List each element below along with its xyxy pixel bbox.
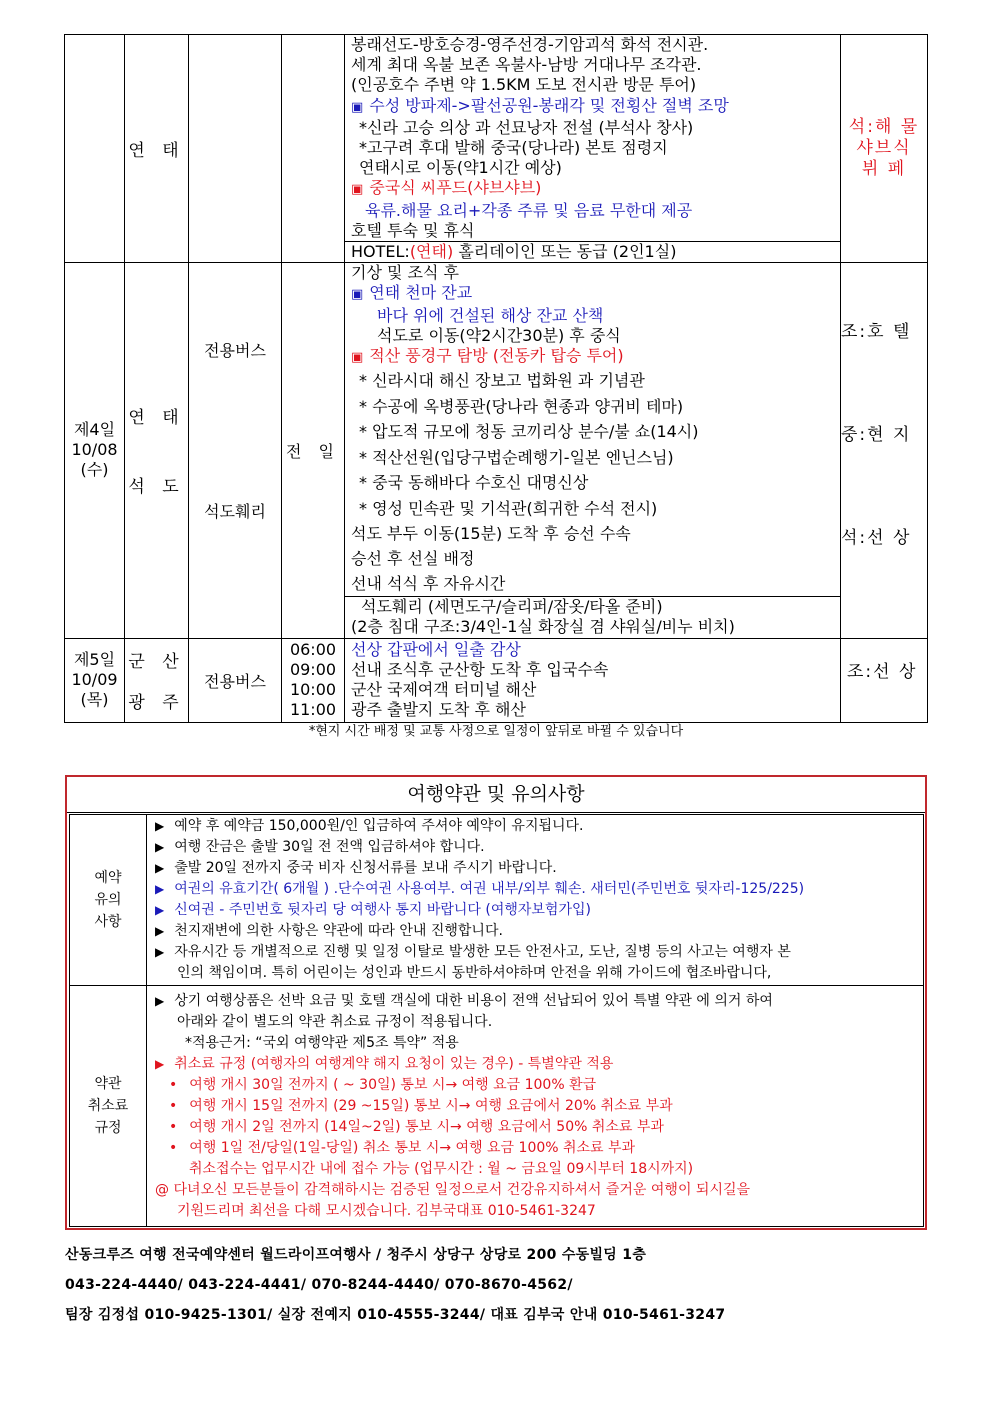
time-cell <box>282 638 345 722</box>
square-bullet-icon: ▣ <box>351 182 364 198</box>
schedule-line: 호텔 투숙 및 휴식 <box>351 220 475 240</box>
day-weekday: (수) <box>80 460 109 480</box>
schedule-line: *신라 고승 의상 과 선묘낭자 전설 (부석사 창사) <box>359 117 694 137</box>
cancel-rule <box>155 1117 919 1138</box>
day-date: 10/09 <box>71 670 118 690</box>
label-line: 취소료 <box>87 1098 129 1114</box>
arrow-icon: ▶ <box>155 840 165 854</box>
reservation-notes <box>155 816 919 963</box>
meal-line: 샤브식 <box>856 138 912 159</box>
note-text: 출발 20일 전까지 중국 비자 신청서류를 보내 주시기 바랍니다. <box>174 860 557 876</box>
itinerary-table <box>64 34 928 723</box>
arrow-icon: ▶ <box>155 861 165 875</box>
meal-cell <box>841 638 928 722</box>
schedule-line: 봉래선도-방호승경-영주선경-기암괴석 화석 전시관. <box>351 35 709 54</box>
meal-line: 석:해 물 <box>848 117 920 138</box>
transport-cell <box>189 35 282 263</box>
cancel-basis: *적용근거: “국외 여행약관 제5조 특약” 적용 <box>185 1034 459 1051</box>
day-weekday: (목) <box>80 690 109 710</box>
note-text: 여권의 유효기간( 6개월 ) .단수여권 사용여부. 여권 내부/외부 훼손. 새터민(주민번호 뒷자리-125/225) <box>174 881 805 897</box>
note-text: 여행 잔금은 출발 30일 전 전액 입금하셔야 합니다. <box>174 839 485 855</box>
bullet-icon: • <box>169 1076 178 1093</box>
schedule-line: 선내 조식후 군산항 도착 후 입국수속 <box>351 659 609 679</box>
cancel-text: 아래와 같이 별도의 약관 취소료 규정이 적용됩니다. <box>177 1013 493 1030</box>
meal-line: 뷔 페 <box>861 159 907 180</box>
day-number: 제5일 <box>73 650 116 670</box>
section-body <box>147 815 924 986</box>
terms-section-cancellation <box>70 986 924 1227</box>
note-line <box>155 858 919 879</box>
label-line: 약관 <box>94 1076 122 1092</box>
attraction-item: * 영성 민속관 및 기석관(희귀한 수석 전시) <box>359 498 658 518</box>
note-line <box>155 879 919 900</box>
time-cell <box>282 35 345 263</box>
schedule-line: 연태시로 이동(약1시간 예상) <box>359 158 562 178</box>
time-cell: 전 일 <box>282 263 345 638</box>
schedule-line: (인공호수 주변 약 1.5KM 도보 전시관 방문 투어) <box>351 75 697 95</box>
note-text: 자유시간 등 개별적으로 진행 및 일정 이탈로 발생한 모든 안전사고, 도난, 질병 등의 사고는 여행자 본 <box>174 944 791 960</box>
schedule-cell <box>345 35 841 263</box>
arrow-icon: ▶ <box>155 882 165 896</box>
label-line: 규정 <box>94 1120 122 1136</box>
time-value: 06:00 <box>289 640 337 660</box>
footer <box>65 1240 725 1330</box>
terms-table <box>69 814 924 1227</box>
footer-phones: 043-224-4440/ 043-224-4441/ 070-8244-4440/ 070-8670-4562/ <box>65 1277 573 1293</box>
cancel-text: 상기 여행상품은 선박 요금 및 호텔 객실에 대한 비용이 전액 선납되어 있어 특별 약관 에 의거 하여 <box>174 992 773 1009</box>
transport-cell <box>189 263 282 638</box>
schedule-text: 적산 풍경구 탐방 (전동카 탑승 투어) <box>369 346 624 366</box>
time-value: 09:00 <box>289 660 337 680</box>
schedule-text: 연태 천마 잔교 <box>369 283 473 303</box>
day-cell <box>65 35 125 263</box>
meal-lunch: 중:현 지 <box>841 424 912 445</box>
schedule-lines <box>351 35 840 241</box>
day-number: 제4일 <box>73 420 116 440</box>
hotel-name: 홀리데이인 또는 동급 (2인1실) <box>458 242 677 262</box>
meal-cell <box>841 35 928 263</box>
day-date: 10/08 <box>71 440 118 460</box>
time-value: 11:00 <box>289 700 337 720</box>
note-line <box>155 837 919 858</box>
day-cell <box>65 638 125 722</box>
cancel-rule-text: 여행 1일 전/당일(1일-당일) 취소 통보 시→ 여행 요금 100% 취소료 부과 <box>189 1139 636 1156</box>
schedule-line: 승선 후 선실 배정 <box>351 549 475 569</box>
cancel-rule <box>155 1138 919 1159</box>
note-line-cont: 인의 책임이며. 특히 어린이는 성인과 반드시 동반하셔야하며 안전을 위해 가이드에 협조바랍니다, <box>177 965 772 981</box>
bullet-icon: • <box>169 1097 178 1114</box>
schedule-text: 중국식 씨푸드(샤브샤브) <box>369 178 542 198</box>
section-body <box>147 986 924 1227</box>
note-line <box>155 900 919 921</box>
schedule-cell <box>345 638 841 722</box>
bullet-icon: • <box>169 1118 178 1135</box>
note-text: 천지재변에 의한 사항은 약관에 따라 안내 진행합니다. <box>174 923 503 939</box>
note-text: 신여권 - 주민번호 뒷자리 당 여행사 통지 바랍니다 (여행자보험가입) <box>174 902 591 918</box>
transport-cell: 전용버스 <box>189 638 282 722</box>
schedule-line <box>351 346 840 368</box>
square-bullet-icon: ▣ <box>351 99 364 115</box>
attraction-item: * 중국 동해바다 수호신 대명신상 <box>359 473 589 493</box>
schedule-line: 선상 갑판에서 일출 감상 <box>351 639 521 659</box>
arrow-icon: ▶ <box>155 993 165 1008</box>
footer-contacts: 팀장 김정섭 010-9425-1301/ 실장 전예지 010-4555-3244/ 대표 김부국 안내 010-5461-3247 <box>65 1307 726 1323</box>
meal-breakfast: 조:호 텔 <box>841 321 912 342</box>
schedule-line <box>351 283 840 305</box>
schedule-line: 육류.해물 요리+각종 주류 및 음료 무한대 제공 <box>365 200 693 220</box>
label-line: 사항 <box>94 914 122 930</box>
arrow-icon: ▶ <box>155 903 165 917</box>
note-line <box>155 816 919 837</box>
schedule-lines-after <box>351 521 840 596</box>
city-cell <box>125 638 189 722</box>
transport-bus: 전용버스 <box>204 341 266 361</box>
cancel-rules <box>155 1075 919 1159</box>
terms-title: 여행약관 및 유의사항 <box>67 777 925 813</box>
square-bullet-icon: ▣ <box>351 350 364 366</box>
schedule-line: 군산 국제여객 터미널 해산 <box>351 680 537 700</box>
cancel-rule-text: 여행 개시 30일 전까지 ( ~ 30일) 통보 시→ 여행 요금 100% 환급 <box>189 1076 597 1093</box>
closing-line: 기원드리며 최선을 다해 모시겠습니다. 김부국대표 010-5461-3247 <box>177 1202 596 1219</box>
hotel-prefix: HOTEL: <box>351 242 410 262</box>
meal-dinner <box>841 117 927 180</box>
arrow-icon: ▶ <box>155 1056 165 1071</box>
label-line: 예약 <box>94 870 122 886</box>
cancel-rule-text: 여행 개시 2일 전까지 (14일~2일) 통보 시→ 여행 요금에서 50% 취소료 부과 <box>189 1118 664 1135</box>
label-line: 유의 <box>94 892 122 908</box>
schedule-line: 석도 부두 이동(15분) 도착 후 승선 수속 <box>351 524 631 544</box>
attraction-item: * 수공에 옥병풍관(당나라 현종과 양귀비 테마) <box>359 396 684 416</box>
bullet-icon: • <box>169 1139 178 1156</box>
cancel-line <box>155 991 919 1012</box>
schedule-text: 수성 방파제->팔선공원-봉래각 및 전횡산 절벽 조망 <box>369 95 729 115</box>
itinerary-row-day3-cont <box>65 35 928 263</box>
hotel-city: (연태) <box>409 242 454 262</box>
cancel-rule-text: 여행 개시 15일 전까지 (29 ~15일) 통보 시→ 여행 요금에서 20% 취소료 부과 <box>189 1097 673 1114</box>
ship-line: (2층 침대 구조:3/4인-1실 화장실 겸 샤워실/비누 비치) <box>351 617 735 637</box>
note-line <box>155 921 919 942</box>
meal-breakfast: 조:선 상 <box>847 661 918 682</box>
arrow-icon: ▶ <box>155 945 165 959</box>
itinerary-row-day4 <box>65 263 928 638</box>
schedule-line: 선내 석식 후 자유시간 <box>351 574 506 594</box>
city-cell <box>125 263 189 638</box>
attraction-item: * 신라시대 해신 장보고 법화원 과 기념관 <box>359 371 645 391</box>
cancel-rule-title: 취소료 규정 (여행자의 여행계약 해지 요청이 있는 경우) - 특별약관 적용 <box>174 1055 614 1072</box>
attraction-item: * 압도적 규모에 청동 코끼리상 분수/불 쇼(14시) <box>359 422 699 442</box>
closing-line: @ 다녀오신 모든분들이 감격해하시는 검증된 일정으로서 건강유지하셔서 즐거운 여행이 되시길을 <box>155 1181 751 1198</box>
city-name: 연 태 <box>128 408 185 429</box>
arrow-icon: ▶ <box>155 924 165 938</box>
cancel-rule-head <box>155 1054 919 1075</box>
ship-line: 석도훼리 (세면도구/슬리퍼/잠옷/타올 준비) <box>361 597 663 617</box>
terms-section-reservation <box>70 815 924 986</box>
day-cell <box>65 263 125 638</box>
schedule-line: 석도로 이동(약2시간30분) 후 중식 <box>377 325 621 345</box>
city-cell: 연 태 <box>125 35 189 263</box>
terms-box <box>65 775 927 1230</box>
cancel-rule <box>155 1075 919 1096</box>
itinerary-row-day5 <box>65 638 928 722</box>
footer-address: 산동크루즈 여행 전국예약센터 월드라이프여행사 / 청주시 상당구 상당로 200 수동빌딩 1층 <box>65 1247 647 1263</box>
schedule-line: 기상 및 조식 후 <box>351 263 459 283</box>
schedule-line: 세계 최대 옥불 보존 옥불사-남방 거대나무 조각관. <box>351 55 702 75</box>
section-label <box>70 815 147 986</box>
itinerary-note: *현지 시간 배정 및 교통 사정으로 일정이 앞뒤로 바뀔 수 있습니다 <box>308 724 684 739</box>
city-name: 군 산 <box>128 652 185 673</box>
schedule-line: 광주 출발지 도착 후 해산 <box>351 700 526 720</box>
ship-info <box>345 596 840 637</box>
transport-ferry: 석도훼리 <box>204 502 266 522</box>
meal-cell <box>841 263 928 638</box>
city-name: 광 주 <box>128 693 185 714</box>
square-bullet-icon: ▣ <box>351 287 364 303</box>
schedule-lines <box>351 263 840 368</box>
schedule-line: *고구려 후대 발해 중국(당나라) 본토 점령지 <box>359 138 668 158</box>
schedule-cell <box>345 263 841 638</box>
city-name: 석 도 <box>128 477 185 498</box>
schedule-line <box>351 96 840 118</box>
meal-dinner: 석:선 상 <box>841 527 912 548</box>
cancel-hours: 취소접수는 업무시간 내에 접수 가능 (업무시간 : 월 ~ 금요일 09시부터 18시까지) <box>189 1160 694 1177</box>
attraction-item: * 적산선원(입당구법순례행기-일본 엔닌스님) <box>359 447 674 467</box>
time-value: 10:00 <box>289 680 337 700</box>
arrow-icon: ▶ <box>155 819 165 833</box>
note-line <box>155 942 919 963</box>
cancel-rule <box>155 1096 919 1117</box>
hotel-info <box>345 241 840 262</box>
attraction-list <box>351 368 840 521</box>
schedule-line: 바다 위에 건설된 해상 잔교 산책 <box>377 305 604 325</box>
schedule-line <box>351 178 840 200</box>
section-label <box>70 986 147 1227</box>
note-text: 예약 후 예약금 150,000원/인 입금하여 주셔야 예약이 유지됩니다. <box>174 818 584 834</box>
